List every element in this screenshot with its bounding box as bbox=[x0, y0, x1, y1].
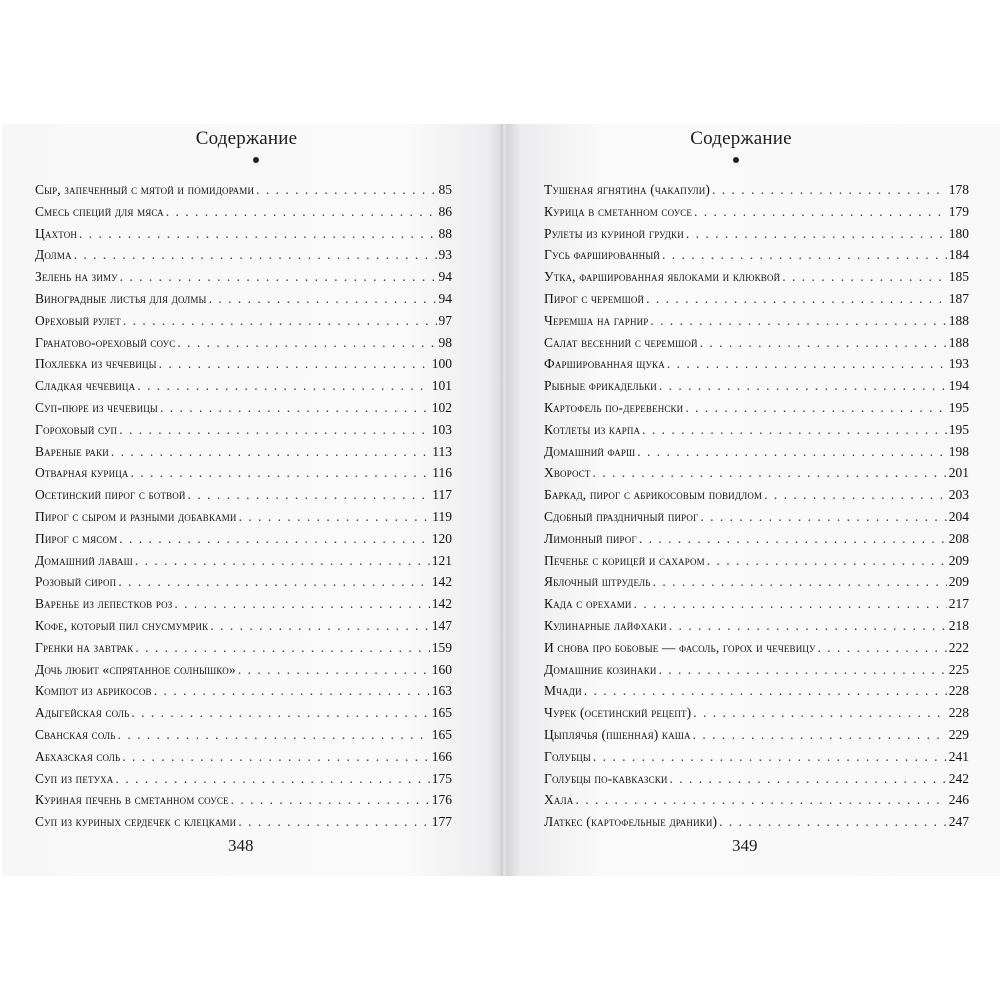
toc-dot-leader bbox=[764, 484, 947, 506]
toc-entry-page: 88 bbox=[438, 225, 452, 241]
toc-entry bbox=[544, 680, 969, 702]
toc-dot-leader bbox=[79, 223, 436, 245]
toc-entry-title: Када с орехами bbox=[544, 596, 632, 612]
toc-dot-leader bbox=[154, 680, 430, 702]
toc-dot-leader bbox=[584, 680, 947, 702]
title-ornament-dot bbox=[253, 157, 259, 163]
left-page-number: 348 bbox=[228, 836, 254, 855]
toc-entry bbox=[35, 310, 452, 332]
toc-entry-title: Баркад, пирог с абрикосовым повидлом bbox=[544, 487, 763, 503]
toc-entry bbox=[35, 484, 452, 506]
toc-entry bbox=[544, 353, 969, 375]
toc-entry-title: Черемша на гарнир bbox=[544, 312, 649, 328]
toc-entry-title: Дочь любит «спрятанное солнышко» bbox=[35, 661, 236, 677]
toc-entry bbox=[544, 244, 969, 266]
toc-entry-page: 247 bbox=[948, 814, 969, 830]
toc-entry-title: Долма bbox=[35, 247, 72, 263]
toc-entry-title: Цыплячья (пшенная) каша bbox=[544, 726, 691, 742]
toc-entry-title: Виноградные листья для долмы bbox=[35, 290, 207, 306]
toc-dot-leader bbox=[693, 702, 946, 724]
toc-entry-title: Смесь специй для мяса bbox=[35, 203, 164, 219]
toc-entry-page: 94 bbox=[438, 269, 452, 285]
toc-entry-title: И снова про бобовые — фасоль, горох и чечевицу bbox=[544, 639, 816, 655]
toc-entry-page: 193 bbox=[948, 356, 969, 372]
toc-entry-page: 101 bbox=[431, 378, 452, 394]
toc-entry-page: 142 bbox=[431, 574, 452, 590]
toc-entry-title: Картофель по-деревенски bbox=[544, 399, 684, 415]
toc-entry-page: 242 bbox=[948, 770, 969, 786]
toc-dot-leader bbox=[209, 288, 437, 310]
toc-dot-leader bbox=[119, 528, 429, 550]
toc-entry-page: 166 bbox=[431, 748, 452, 764]
toc-entry bbox=[35, 462, 452, 484]
toc-dot-leader bbox=[111, 441, 430, 463]
toc-entry-page: 209 bbox=[948, 574, 969, 590]
toc-entry-title: Тушеная ягнятина (чакапули) bbox=[544, 182, 711, 197]
toc-entry bbox=[544, 746, 969, 768]
toc-dot-leader bbox=[238, 811, 429, 833]
toc-entry bbox=[35, 397, 452, 419]
toc-entry-title: Розовый сироп bbox=[35, 574, 117, 590]
toc-entry-page: 113 bbox=[432, 443, 452, 459]
toc-entry bbox=[544, 528, 969, 550]
toc-dot-leader bbox=[593, 746, 947, 768]
toc-entry-page: 119 bbox=[432, 508, 452, 524]
toc-entry bbox=[544, 484, 969, 506]
toc-entry bbox=[35, 441, 452, 463]
toc-entry-title: Суп-пюре из чечевицы bbox=[35, 399, 158, 415]
toc-dot-leader bbox=[670, 768, 947, 790]
toc-entry-page: 194 bbox=[948, 378, 969, 394]
toc-dot-leader bbox=[131, 462, 431, 484]
toc-entry-title: Осетинский пирог с ботвой bbox=[35, 487, 186, 503]
toc-entry bbox=[544, 637, 969, 659]
toc-dot-leader bbox=[659, 659, 947, 681]
toc-entry bbox=[35, 419, 452, 441]
toc-dot-leader bbox=[686, 223, 947, 245]
toc-entry-page: 178 bbox=[948, 182, 969, 197]
right-toc-list bbox=[544, 179, 969, 833]
toc-entry bbox=[35, 506, 452, 528]
toc-entry bbox=[35, 811, 452, 833]
toc-entry bbox=[544, 375, 969, 397]
toc-entry-title: Сванская соль bbox=[35, 726, 116, 742]
toc-entry-page: 228 bbox=[948, 705, 969, 721]
toc-entry-title: Пирог с мясом bbox=[35, 530, 118, 546]
toc-dot-leader bbox=[694, 201, 947, 223]
toc-entry-page: 188 bbox=[948, 312, 969, 328]
toc-entry-title: Суп из куриных сердечек с клецками bbox=[35, 814, 237, 830]
toc-entry-page: 209 bbox=[948, 552, 969, 568]
toc-dot-leader bbox=[662, 244, 947, 266]
toc-entry bbox=[544, 659, 969, 681]
toc-entry bbox=[544, 419, 969, 441]
toc-entry-title: Суп из петуха bbox=[35, 770, 114, 786]
toc-entry bbox=[544, 223, 969, 245]
toc-entry bbox=[544, 201, 969, 223]
toc-dot-leader bbox=[231, 789, 430, 811]
toc-entry-title: Чурек (осетинский рецепт) bbox=[544, 705, 692, 721]
toc-entry-title: Пирог с черемшой bbox=[544, 290, 645, 306]
toc-entry bbox=[544, 266, 969, 288]
toc-dot-leader bbox=[118, 571, 429, 593]
toc-entry-title: Хала bbox=[544, 792, 574, 808]
toc-entry bbox=[544, 702, 969, 724]
toc-entry-page: 218 bbox=[948, 617, 969, 633]
toc-dot-leader bbox=[160, 397, 430, 419]
toc-entry-page: 86 bbox=[438, 203, 452, 219]
toc-entry bbox=[544, 724, 969, 746]
toc-entry-page: 120 bbox=[431, 530, 452, 546]
toc-dot-leader bbox=[238, 659, 430, 681]
toc-entry bbox=[35, 244, 452, 266]
toc-entry-page: 179 bbox=[948, 203, 969, 219]
left-page-title: Содержание bbox=[195, 128, 298, 149]
toc-entry bbox=[35, 615, 452, 637]
toc-dot-leader bbox=[174, 593, 429, 615]
title-ornament-dot bbox=[733, 157, 739, 163]
toc-dot-leader bbox=[700, 506, 946, 528]
toc-entry-title: Мчади bbox=[544, 683, 582, 699]
left-toc-list bbox=[35, 179, 452, 833]
toc-entry-page: 228 bbox=[948, 683, 969, 699]
toc-entry bbox=[544, 571, 969, 593]
toc-entry-page: 225 bbox=[948, 661, 969, 677]
toc-entry bbox=[35, 637, 452, 659]
toc-entry-page: 246 bbox=[948, 792, 969, 808]
toc-dot-leader bbox=[653, 571, 947, 593]
toc-entry bbox=[544, 593, 969, 615]
toc-entry bbox=[35, 659, 452, 681]
toc-entry bbox=[35, 571, 452, 593]
toc-entry-title: Компот из абрикосов bbox=[35, 683, 152, 699]
toc-dot-leader bbox=[659, 375, 947, 397]
toc-entry-title: Голубцы bbox=[544, 748, 591, 764]
toc-dot-leader bbox=[634, 593, 947, 615]
toc-entry bbox=[544, 332, 969, 354]
toc-dot-leader bbox=[642, 419, 947, 441]
toc-dot-leader bbox=[650, 310, 946, 332]
toc-entry-page: 100 bbox=[431, 356, 452, 372]
toc-entry-page: 142 bbox=[431, 596, 452, 612]
toc-entry bbox=[35, 746, 452, 768]
toc-dot-leader bbox=[639, 528, 947, 550]
toc-entry bbox=[35, 201, 452, 223]
toc-entry-page: 198 bbox=[948, 443, 969, 459]
toc-entry-page: 98 bbox=[438, 334, 452, 350]
toc-dot-leader bbox=[159, 353, 430, 375]
toc-entry bbox=[35, 528, 452, 550]
toc-entry bbox=[35, 375, 452, 397]
toc-entry-page: 165 bbox=[431, 705, 452, 721]
toc-entry-title: Вареные раки bbox=[35, 443, 109, 459]
toc-entry-page: 176 bbox=[431, 792, 452, 808]
toc-entry bbox=[35, 702, 452, 724]
toc-entry-title: Фаршированная щука bbox=[544, 356, 665, 372]
toc-dot-leader bbox=[122, 746, 429, 768]
toc-entry-title: Курица в сметанном соусе bbox=[544, 203, 693, 219]
toc-entry-title: Гороховый суп bbox=[35, 421, 118, 437]
toc-entry-title: Домашние козинаки bbox=[544, 661, 657, 677]
toc-dot-leader bbox=[782, 266, 947, 288]
toc-dot-leader bbox=[707, 550, 947, 572]
toc-entry-page: 185 bbox=[948, 269, 969, 285]
toc-dot-leader bbox=[210, 615, 429, 637]
right-page-number: 349 bbox=[732, 836, 758, 855]
toc-dot-leader bbox=[667, 353, 947, 375]
toc-entry-title: Сдобный праздничный пирог bbox=[544, 508, 699, 524]
toc-entry bbox=[35, 789, 452, 811]
toc-entry bbox=[544, 550, 969, 572]
toc-entry bbox=[544, 288, 969, 310]
toc-dot-leader bbox=[177, 332, 436, 354]
toc-dot-leader bbox=[637, 441, 947, 463]
toc-entry-page: 195 bbox=[948, 421, 969, 437]
toc-entry-title: Сыр, запеченный с мятой и помидорами bbox=[35, 182, 255, 197]
toc-entry bbox=[35, 288, 452, 310]
toc-entry-title: Рулеты из куриной грудки bbox=[544, 225, 684, 241]
toc-entry-title: Кулинарные лайфхаки bbox=[544, 617, 667, 633]
toc-entry-page: 208 bbox=[948, 530, 969, 546]
toc-dot-leader bbox=[115, 768, 429, 790]
toc-entry-title: Котлеты из карпа bbox=[544, 421, 641, 437]
toc-dot-leader bbox=[712, 179, 947, 201]
toc-dot-leader bbox=[137, 375, 430, 397]
toc-entry bbox=[544, 179, 969, 201]
toc-entry bbox=[544, 506, 969, 528]
toc-dot-leader bbox=[700, 332, 947, 354]
toc-dot-leader bbox=[685, 397, 946, 419]
toc-entry-page: 217 bbox=[948, 596, 969, 612]
toc-entry-page: 184 bbox=[948, 247, 969, 263]
toc-entry-page: 187 bbox=[948, 290, 969, 306]
toc-entry-page: 201 bbox=[948, 465, 969, 481]
toc-entry-page: 177 bbox=[431, 814, 452, 830]
toc-entry-title: Адыгейская соль bbox=[35, 705, 130, 721]
toc-entry bbox=[35, 680, 452, 702]
toc-entry-page: 103 bbox=[431, 421, 452, 437]
toc-entry bbox=[35, 724, 452, 746]
toc-entry-title: Гранатово-ореховый соус bbox=[35, 334, 176, 350]
toc-entry-page: 85 bbox=[438, 182, 452, 197]
toc-entry bbox=[544, 310, 969, 332]
toc-entry-title: Сладкая чечевица bbox=[35, 378, 136, 394]
toc-entry-page: 165 bbox=[431, 726, 452, 742]
toc-entry-page: 203 bbox=[948, 487, 969, 503]
toc-entry-title: Домашний фарш bbox=[544, 443, 636, 459]
toc-entry bbox=[35, 353, 452, 375]
toc-entry-title: Варенье из лепестков роз bbox=[35, 596, 173, 612]
toc-entry bbox=[544, 615, 969, 637]
toc-entry-page: 180 bbox=[948, 225, 969, 241]
toc-entry-page: 160 bbox=[431, 661, 452, 677]
toc-entry-title: Голубцы по-кавказски bbox=[544, 770, 668, 786]
toc-entry-title: Печенье с корицей и сахаром bbox=[544, 552, 705, 568]
toc-entry bbox=[35, 550, 452, 572]
toc-dot-leader bbox=[119, 419, 430, 441]
toc-entry-title: Гренки на завтрак bbox=[35, 639, 134, 655]
right-page bbox=[506, 124, 1000, 876]
toc-entry-page: 175 bbox=[431, 770, 452, 786]
toc-entry bbox=[35, 332, 452, 354]
toc-dot-leader bbox=[256, 179, 436, 201]
toc-entry-page: 116 bbox=[432, 465, 452, 481]
toc-entry-title: Цахтон bbox=[35, 225, 78, 241]
toc-dot-leader bbox=[120, 266, 437, 288]
toc-entry-page: 94 bbox=[438, 290, 452, 306]
toc-dot-leader bbox=[575, 789, 946, 811]
toc-entry-page: 222 bbox=[948, 639, 969, 655]
toc-entry-title: Яблочный штрудель bbox=[544, 574, 651, 590]
toc-entry-title: Ореховый рулет bbox=[35, 312, 121, 328]
toc-dot-leader bbox=[693, 724, 947, 746]
toc-entry bbox=[544, 441, 969, 463]
toc-entry-page: 147 bbox=[431, 617, 452, 633]
toc-entry-title: Хворост bbox=[544, 465, 591, 481]
toc-entry-title: Зелень на зиму bbox=[35, 269, 118, 285]
toc-entry-title: Лимонный пирог bbox=[544, 530, 637, 546]
toc-dot-leader bbox=[131, 702, 429, 724]
toc-entry-page: 241 bbox=[948, 748, 969, 764]
right-page-title: Содержание bbox=[690, 128, 792, 149]
toc-entry-title: Похлебка из чечевицы bbox=[35, 356, 157, 372]
toc-entry bbox=[544, 811, 969, 833]
toc-entry-title: Салат весенний с черемшой bbox=[544, 334, 698, 350]
toc-entry-page: 93 bbox=[438, 247, 452, 263]
toc-entry bbox=[544, 462, 969, 484]
toc-dot-leader bbox=[669, 615, 947, 637]
toc-entry-title: Кофе, который пил снусмумрик bbox=[35, 617, 209, 633]
toc-dot-leader bbox=[719, 811, 947, 833]
toc-entry-title: Латкес (картофельные драники) bbox=[544, 814, 718, 830]
toc-entry-title: Абхазская соль bbox=[35, 748, 121, 764]
toc-entry bbox=[35, 593, 452, 615]
toc-dot-leader bbox=[166, 201, 437, 223]
toc-entry-page: 97 bbox=[438, 312, 452, 328]
toc-dot-leader bbox=[239, 506, 431, 528]
toc-entry-page: 121 bbox=[431, 552, 452, 568]
toc-dot-leader bbox=[646, 288, 947, 310]
toc-dot-leader bbox=[135, 550, 430, 572]
toc-entry-title: Рыбные фрикадельки bbox=[544, 378, 657, 394]
toc-entry-title: Отварная курица bbox=[35, 465, 129, 481]
toc-dot-leader bbox=[123, 310, 437, 332]
toc-entry-page: 159 bbox=[431, 639, 452, 655]
toc-entry-title: Куриная печень в сметанном соусе bbox=[35, 792, 229, 808]
toc-dot-leader bbox=[818, 637, 947, 659]
toc-entry-page: 163 bbox=[431, 683, 452, 699]
toc-entry-title: Гусь фаршированный bbox=[544, 247, 660, 263]
toc-entry bbox=[544, 768, 969, 790]
left-page bbox=[2, 124, 503, 876]
toc-entry-page: 204 bbox=[948, 508, 969, 524]
toc-entry bbox=[544, 789, 969, 811]
toc-entry-title: Домашний лаваш bbox=[35, 552, 133, 568]
toc-dot-leader bbox=[593, 462, 947, 484]
toc-entry-page: 229 bbox=[948, 726, 969, 742]
toc-entry-page: 117 bbox=[432, 487, 452, 503]
toc-entry-page: 102 bbox=[431, 399, 452, 415]
toc-entry-title: Пирог с сыром и разными добавками bbox=[35, 508, 237, 524]
toc-dot-leader bbox=[188, 484, 431, 506]
toc-dot-leader bbox=[118, 724, 430, 746]
toc-entry bbox=[35, 223, 452, 245]
toc-dot-leader bbox=[135, 637, 429, 659]
toc-entry bbox=[35, 179, 452, 201]
toc-entry-page: 195 bbox=[948, 399, 969, 415]
toc-entry-title: Утка, фаршированная яблоками и клюквой bbox=[544, 269, 781, 285]
toc-dot-leader bbox=[74, 244, 437, 266]
toc-entry-page: 188 bbox=[948, 334, 969, 350]
toc-entry bbox=[35, 768, 452, 790]
toc-entry bbox=[544, 397, 969, 419]
toc-entry bbox=[35, 266, 452, 288]
